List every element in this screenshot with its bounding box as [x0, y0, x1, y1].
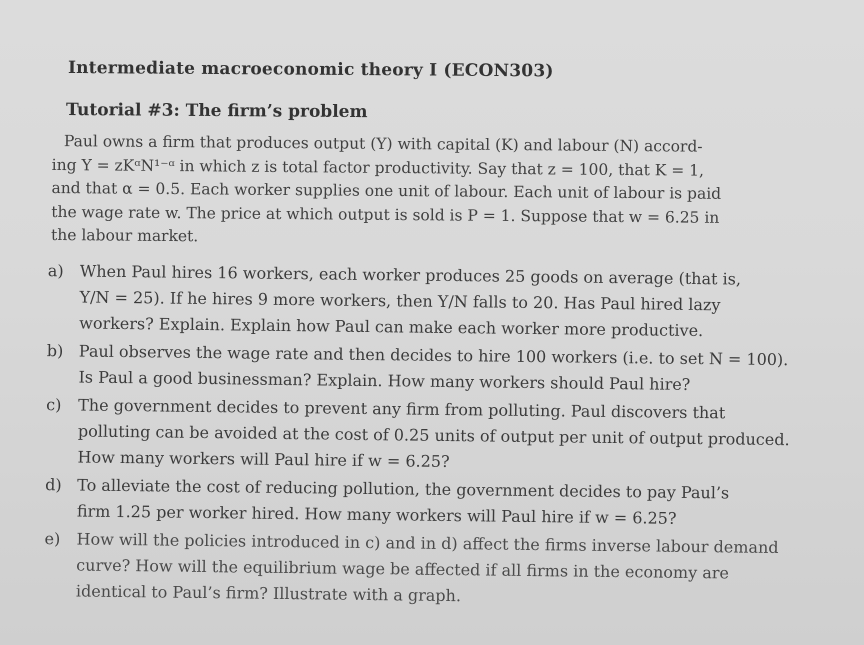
intro-line: and that α = 0.5. Each worker supplies one unit of labour. Each unit of labour is paid: [51, 178, 722, 203]
intro-line: ing Y = zKᵅN¹⁻ᵅ in which z is total factor productivity. Say that z = 100, that K = 1,: [51, 155, 705, 180]
intro-paragraph: [51, 130, 802, 254]
question-label: d): [45, 475, 62, 495]
question-d: [37, 472, 828, 534]
question-line: polluting can be avoided at the cost of 0.25 units of output per unit of output produced.: [77, 421, 790, 450]
question-c: [37, 392, 828, 480]
question-e: [36, 526, 827, 614]
question-line: Paul observes the wage rate and then decides to hire 100 workers (i.e. to set N = 100).: [78, 341, 789, 370]
question-label: a): [47, 261, 64, 281]
question-line: To alleviate the cost of reducing pollution, the government decides to pay Paul’s: [77, 475, 730, 503]
question-label: c): [46, 395, 62, 415]
question-a: [39, 258, 830, 346]
question-line: When Paul hires 16 workers, each worker produces 25 goods on average (that is,: [79, 261, 742, 289]
question-label: b): [46, 341, 64, 361]
question-line: How many workers will Paul hire if w = 6.25?: [77, 447, 450, 472]
question-line: The government decides to prevent any firm from polluting. Paul discovers that: [78, 395, 726, 423]
intro-line: the labour market.: [51, 225, 199, 246]
intro-line: the wage rate w. The price at which output is sold is P = 1. Suppose that w = 6.25 in: [51, 202, 720, 227]
tutorial-title: Tutorial #3: The firm’s problem: [65, 100, 368, 123]
question-line: workers? Explain. Explain how Paul can make each worker more productive.: [79, 313, 704, 341]
course-title: Intermediate macroeconomic theory I (ECON303): [67, 58, 554, 82]
question-line: Is Paul a good businessman? Explain. How many workers should Paul hire?: [78, 367, 691, 394]
question-label: e): [44, 529, 61, 549]
question-line: firm 1.25 per worker hired. How many workers will Paul hire if w = 6.25?: [76, 501, 677, 528]
question-b: [38, 338, 829, 400]
question-list: [36, 258, 830, 616]
question-line: Y/N = 25). If he hires 9 more workers, then Y/N falls to 20. Has Paul hired lazy: [79, 287, 721, 315]
question-line: identical to Paul’s firm? Illustrate with a graph.: [75, 581, 462, 606]
question-line: How will the policies introduced in c) and in d) affect the firms inverse labour demand: [76, 529, 779, 558]
question-line: curve? How will the equilibrium wage be affected if all firms in the economy are: [76, 555, 730, 583]
intro-line: Paul owns a firm that produces output (Y) with capital (K) and labour (N) accord-: [63, 132, 703, 156]
